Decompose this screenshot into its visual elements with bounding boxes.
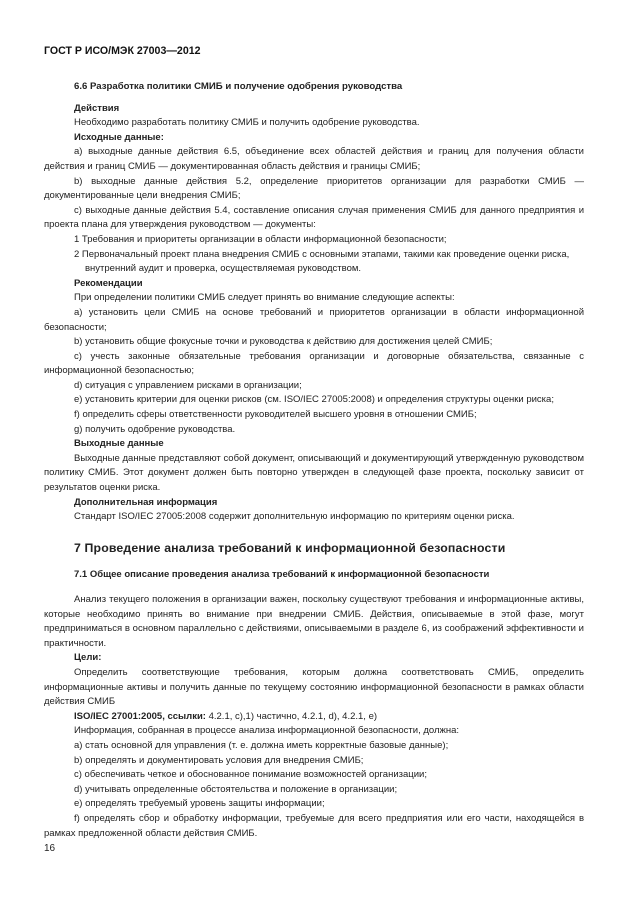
iso-reference — [44, 710, 584, 725]
output-heading: Выходные данные — [74, 438, 164, 450]
rec-item-e: е) установить критерии для оценки рисков (см. ISO/IEC 27005:2008) и определения структуры оценки риска; — [74, 394, 554, 406]
input-item-a: а) выходные данные действия 6.5, объединение всех областей действия и границ для получения области действия и границ СМИБ — документированная область действия и границы СМИБ; — [44, 146, 584, 172]
input-item-b: b) выходные данные действия 5.2, определение приоритетов организации для разработки СМИБ — документированные цели внедрения СМИБ; — [44, 175, 584, 202]
actions-heading: Действия — [74, 102, 120, 114]
info-item-e: е) определять требуемый уровень защиты информации; — [74, 798, 325, 810]
output-text: Выходные данные представляют собой документ, описывающий и документирующий утвержденную руководством политику СМИБ. Этот документ должен быть повторно утвержден в следующей фазе проекта, поскольку зависит от результатов оценки риска. — [44, 452, 584, 494]
rec-item-f: f) определить сферы ответственности руководителей высшего уровня в отношении СМИБ; — [74, 409, 477, 421]
section-6-6-title: 6.6 Разработка политики СМИБ и получение одобрения руководства — [74, 81, 403, 92]
iso-reference-label: ISO/IEC 27001:2005, ссылки: — [74, 710, 206, 722]
section-7-1-title: 7.1 Общее описание проведения анализа требований к информационной безопасности — [74, 569, 490, 581]
rec-item-c: с) учесть законные обязательные требования организации и договорные обязательства, связанные с информационной безопасностью; — [44, 350, 584, 377]
info-item-a: а) стать основной для управления (т. е. должна иметь корректные базовые данные); — [74, 739, 449, 751]
additional-info-text: Стандарт ISO/IEC 27005:2008 содержит дополнительную информацию по критериям оценки риска. — [74, 511, 515, 523]
input-item-c: с) выходные данные действия 5.4, составление описания случая применения СМИБ для данного предприятия и проекта плана для утверждения руководством — документы: — [44, 204, 584, 231]
input-item-c2: 2 Первоначальный проект плана внедрения СМИБ с основными этапами, такими как проведение оценки риска, внутренний аудит и проверка, осуществляемая руководством. — [74, 248, 570, 275]
rec-item-g: g) получить одобрение руководства. — [74, 423, 236, 435]
running-header: ГОСТ Р ИСО/МЭК 27003—2012 — [44, 45, 201, 57]
additional-info-heading: Дополнительная информация — [74, 496, 218, 508]
iso-reference-values: 4.2.1, с),1) частично, 4.2.1, d), 4.2.1, е) — [205, 710, 378, 722]
rec-item-a: а) установить цели СМИБ на основе требований и приоритетов организации в области информационной безопасности; — [44, 306, 584, 333]
goals-text: Определить соответствующие требования, которым должна соответствовать СМИБ, определить информационные активы и получить данные по текущему состоянию информационной безопасности в рамках области действия СМИБ — [44, 666, 584, 708]
recommendations-heading: Рекомендации — [74, 277, 143, 289]
info-item-d: d) учитывать определенные обстоятельства и положение в организации; — [74, 783, 398, 795]
info-intro: Информация, собранная в процессе анализа информационной безопасности, должна: — [74, 725, 460, 737]
page-number: 16 — [44, 843, 56, 854]
page-body — [44, 80, 584, 841]
info-item-c: с) обеспечивать четкое и обоснованное понимание возможностей организации; — [74, 769, 427, 781]
section-7-intro: Анализ текущего положения в организации важен, поскольку существуют требования и информационные активы, которые необходимо принять во внимание при внедрении СМИБ. Действия, описываемые в этой фазе, могут предприниматься в основном параллельно с действиями, описываемыми в разделе 6, из соображений эффективности и практичности. — [44, 594, 584, 649]
input-item-c1: 1 Требования и приоритеты организации в области информационной безопасности; — [74, 233, 447, 245]
rec-item-b: b) установить общие фокусные точки и руководства к действию для достижения целей СМИБ; — [74, 336, 493, 348]
info-item-f: f) определять сбор и обработку информации, требуемые для всего предприятия или его части, находящейся в рамках предложенной области действия СМИБ. — [44, 812, 584, 839]
input-heading: Исходные данные: — [74, 131, 164, 143]
goals-heading: Цели: — [74, 652, 102, 664]
rec-item-d: d) ситуация с управлением рисками в организации; — [74, 379, 302, 391]
section-7-title: 7 Проведение анализа требований к информационной безопасности — [74, 540, 506, 555]
recommendations-intro: При определении политики СМИБ следует принять во внимание следующие аспекты: — [74, 292, 455, 304]
info-item-b: b) определять и документировать условия для внедрения СМИБ; — [74, 754, 364, 766]
actions-text: Необходимо разработать политику СМИБ и получить одобрение руководства. — [74, 117, 420, 129]
